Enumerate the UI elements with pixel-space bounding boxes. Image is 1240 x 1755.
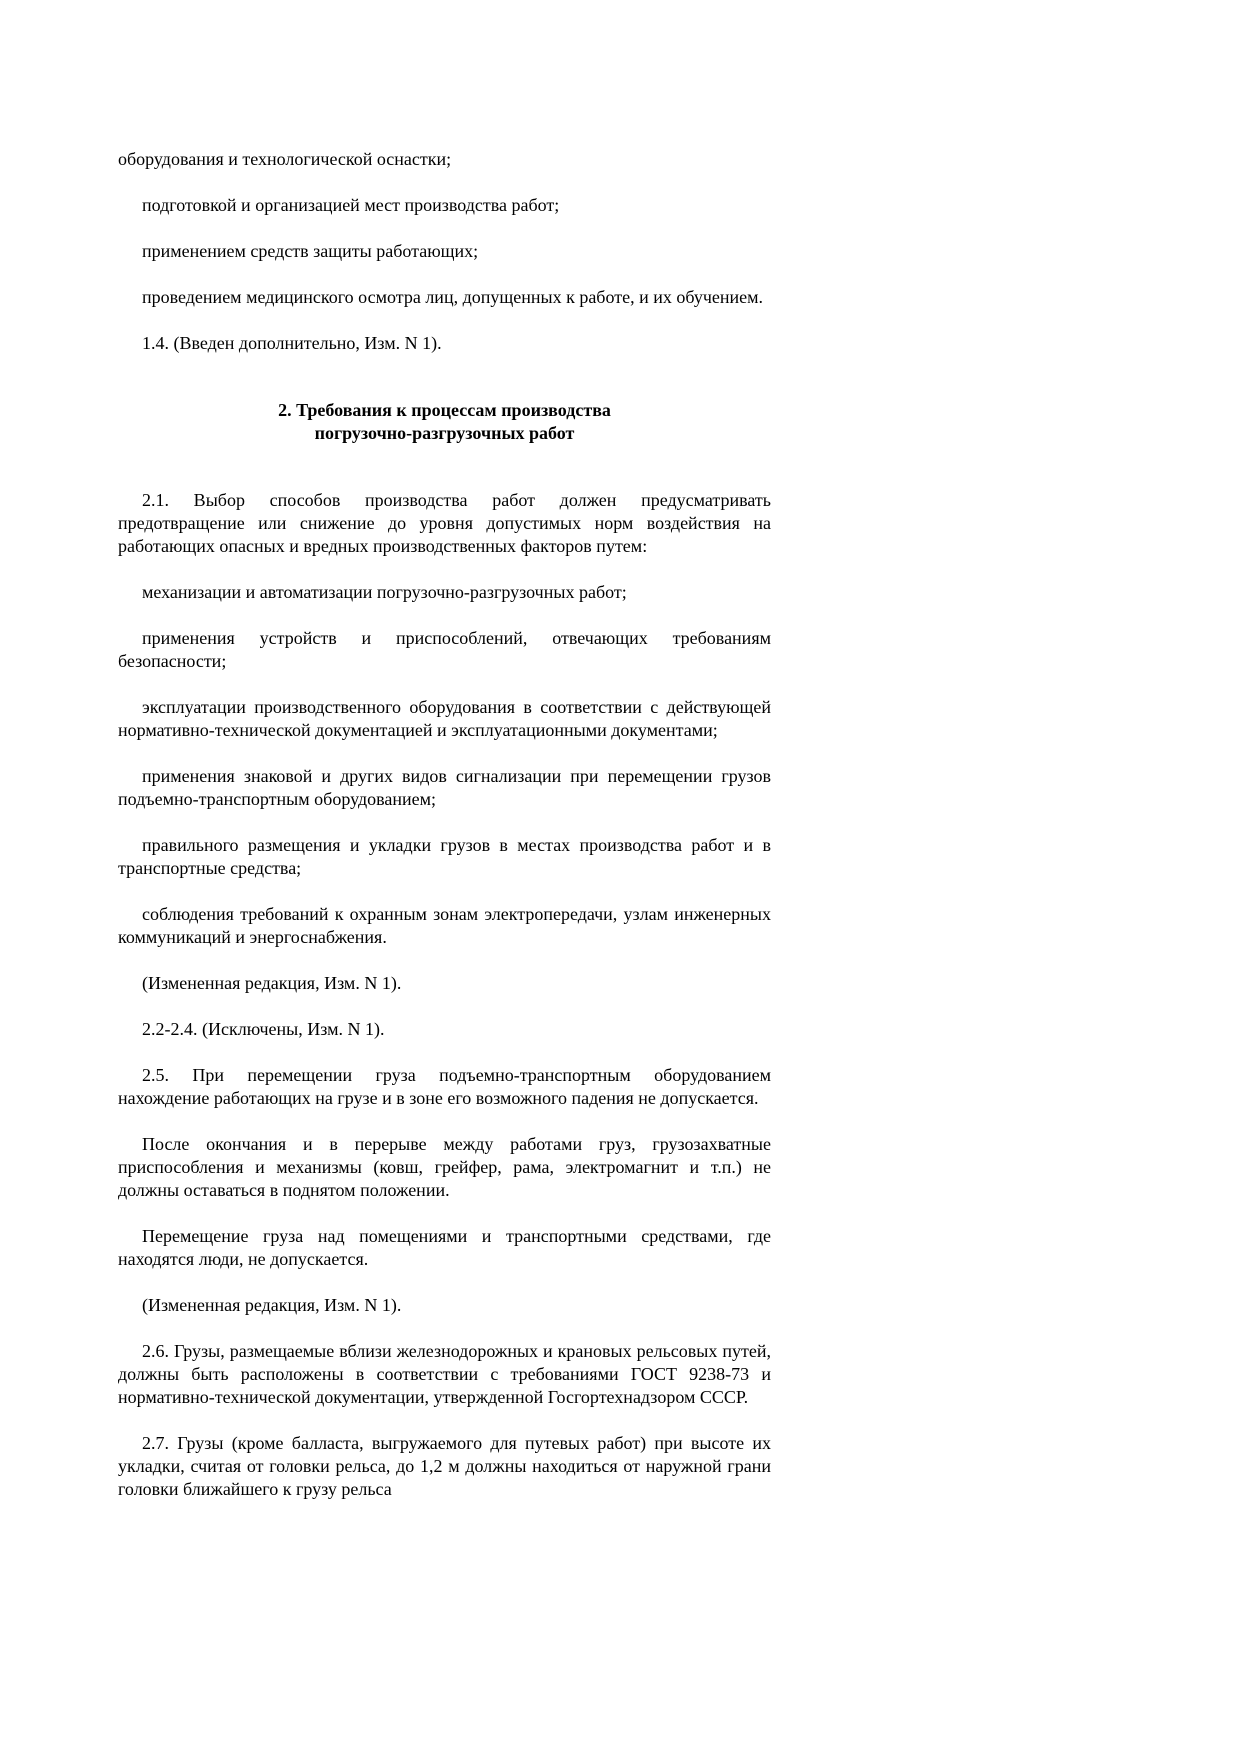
paragraph: После окончания и в перерыве между работами груз, грузозахватные приспособления и механизмы (ковш, грейфер, рама, электромагнит и т.п.) не должны оставаться в поднятом положении. bbox=[118, 1134, 771, 1200]
document-page bbox=[118, 148, 771, 1524]
paragraph-2-1: 2.1. Выбор способов производства работ должен предусматривать предотвращение или снижение до уровня допустимых норм воздействия на работающих опасных и вредных производственных факторов путем: bbox=[118, 490, 771, 556]
paragraph: Перемещение груза над помещениями и транспортными средствами, где находятся люди, не допускается. bbox=[118, 1226, 771, 1269]
paragraph-amendment-note: 1.4. (Введен дополнительно, Изм. N 1). bbox=[142, 333, 442, 353]
list-item: соблюдения требований к охранным зонам электропередачи, узлам инженерных коммуникаций и энергоснабжения. bbox=[118, 904, 771, 947]
section-heading-line2: погрузочно-разгрузочных работ bbox=[314, 423, 575, 443]
paragraph-amendment-note: (Измененная редакция, Изм. N 1). bbox=[142, 973, 402, 993]
list-item: механизации и автоматизации погрузочно-разгрузочных работ; bbox=[142, 582, 627, 602]
paragraph-amendment-note: (Измененная редакция, Изм. N 1). bbox=[142, 1295, 402, 1315]
list-item: применения знаковой и других видов сигнализации при перемещении грузов подъемно-транспортным оборудованием; bbox=[118, 766, 771, 809]
list-item: применения устройств и приспособлений, отвечающих требованиям безопасности; bbox=[118, 628, 771, 671]
paragraph-2-5: 2.5. При перемещении груза подъемно-транспортным оборудованием нахождение работающих на грузе и в зоне его возможного падения не допускается. bbox=[118, 1065, 771, 1108]
paragraph-2-6: 2.6. Грузы, размещаемые вблизи железнодорожных и крановых рельсовых путей, должны быть расположены в соответствии с требованиями ГОСТ 9238-73 и нормативно-технической документации, утвержденной Госгортехнадзором СССР. bbox=[118, 1341, 771, 1407]
paragraph: подготовкой и организацией мест производства работ; bbox=[142, 195, 560, 215]
list-item: правильного размещения и укладки грузов в местах производства работ и в транспортные средства; bbox=[118, 835, 771, 878]
paragraph: применением средств защиты работающих; bbox=[142, 241, 479, 261]
list-item: эксплуатации производственного оборудования в соответствии с действующей нормативно-технической документацией и эксплуатационными документами; bbox=[118, 697, 771, 740]
section-heading-line1: 2. Требования к процессам производства bbox=[278, 400, 611, 420]
paragraph-2-7: 2.7. Грузы (кроме балласта, выгружаемого для путевых работ) при высоте их укладки, считая от головки рельса, до 1,2 м должны находиться от наружной грани головки ближайшего к грузу рельса bbox=[118, 1433, 771, 1499]
paragraph-excluded-note: 2.2-2.4. (Исключены, Изм. N 1). bbox=[142, 1019, 385, 1039]
section-heading bbox=[118, 399, 771, 445]
paragraph: проведением медицинского осмотра лиц, допущенных к работе, и их обучением. bbox=[142, 287, 764, 307]
paragraph-continuation: оборудования и технологической оснастки; bbox=[118, 149, 452, 169]
